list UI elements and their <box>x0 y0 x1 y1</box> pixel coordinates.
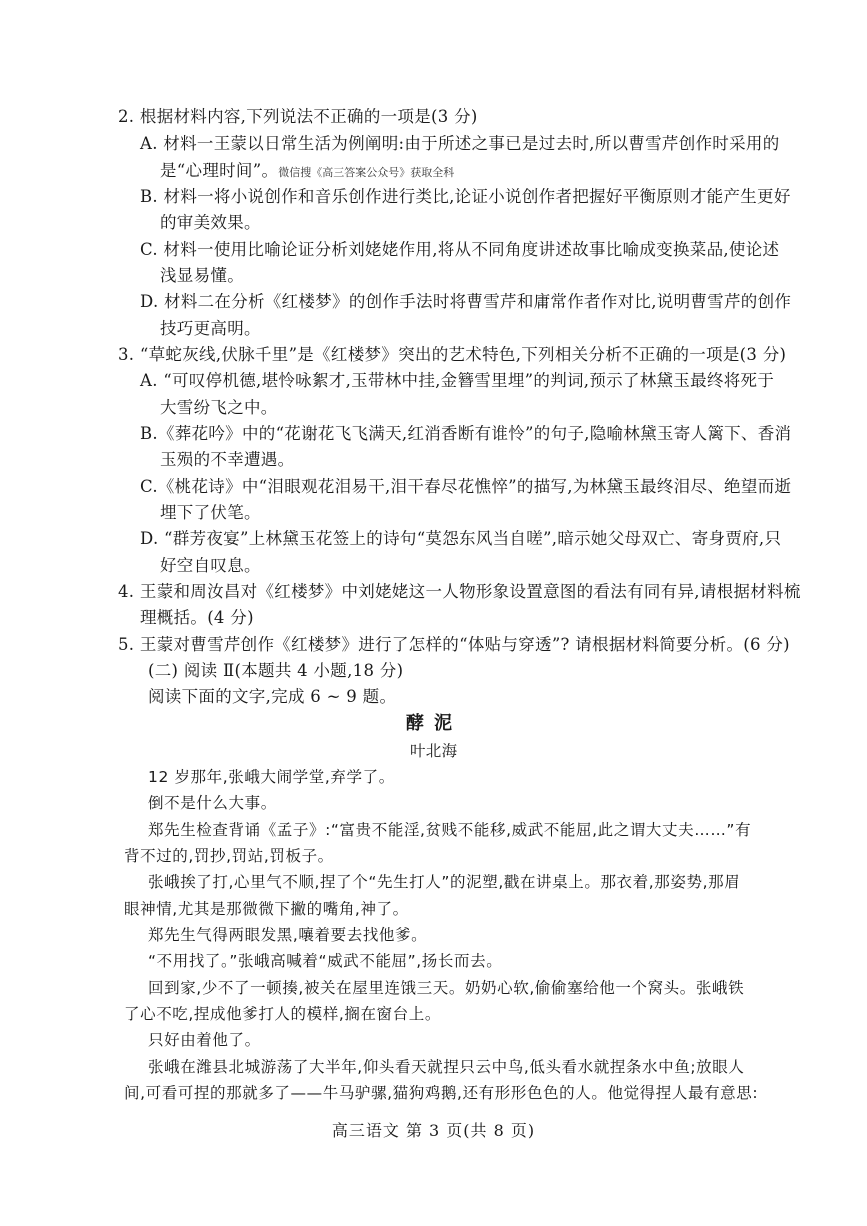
story-paragraph-9: 张峨在潍县北城游荡了大半年,仰头看天就捏只云中鸟,低头看水就捏条水中鱼;放眼人 <box>148 1058 745 1076</box>
story-paragraph-7: 回到家,少不了一顿揍,被关在屋里连饿三天。奶奶心软,偷偷塞给他一个窝头。张峨铁 <box>148 979 745 997</box>
question-3-stem: 3. “草蛇灰线,伏脉千里”是《红楼梦》突出的艺术特色,下列相关分析不正确的一项是(3 分) <box>118 345 787 364</box>
question-2-option-c-continued: 浅显易懂。 <box>160 266 244 285</box>
question-3-option-a: A. “可叹停机德,堪怜咏絮才,玉带林中挂,金簪雪里埋”的判词,预示了林黛玉最终将死于 <box>140 371 775 390</box>
question-2-option-c: C. 材料一使用比喻论证分析刘姥姥作用,将从不同角度讲述故事比喻成变换菜品,使论述 <box>140 240 780 259</box>
question-3-option-d: D. “群芳夜宴”上林黛玉花签上的诗句“莫怨东风当自嗟”,暗示她父母双亡、寄身贾府,只 <box>140 529 782 548</box>
question-3-option-c: C.《桃花诗》中“泪眼观花泪易干,泪干春尽花憔悴”的描写,为林黛玉最终泪尽、绝望而逝 <box>140 477 792 496</box>
story-title: 酵泥 <box>406 713 462 734</box>
story-paragraph-9-continued: 间,可看可捏的那就多了——牛马驴骡,猫狗鸡鹅,还有形形色色的人。他觉得捏人最有意思: <box>124 1084 759 1102</box>
story-paragraph-2: 倒不是什么大事。 <box>148 794 277 812</box>
question-2-option-a: A. 材料一王蒙以日常生活为例阐明:由于所述之事已是过去时,所以曹雪芹创作时采用的 <box>140 134 780 153</box>
question-5-stem: 5. 王蒙对曹雪芹创作《红楼梦》进行了怎样的“体贴与穿透”? 请根据材料简要分析。(6 分) <box>118 635 790 654</box>
watermark-text: 微信搜《高三答案公众号》获取全科 <box>278 166 455 179</box>
story-paragraph-1: 12 岁那年,张峨大闹学堂,弃学了。 <box>148 768 395 786</box>
question-2-stem: 2. 根据材料内容,下列说法不正确的一项是(3 分) <box>118 107 478 126</box>
question-3-option-d-continued: 好空自叹息。 <box>160 556 261 575</box>
question-4-stem-continued: 理概括。(4 分) <box>140 608 254 627</box>
question-2-option-b-continued: 的审美效果。 <box>160 213 261 232</box>
story-paragraph-5: 郑先生气得两眼发黑,嚷着要去找他爹。 <box>148 926 428 944</box>
story-paragraph-6: “不用找了。”张峨高喊着“威武不能屈”,扬长而去。 <box>148 952 503 970</box>
question-3-option-b-continued: 玉殒的不幸遭遇。 <box>160 450 295 469</box>
question-4-stem: 4. 王蒙和周汝昌对《红楼梦》中刘姥姥这一人物形象设置意图的看法有同有异,请根据材料梳 <box>118 582 801 601</box>
question-3-option-a-continued: 大雪纷飞之中。 <box>160 398 278 417</box>
question-2-option-d: D. 材料二在分析《红楼梦》的创作手法时将曹雪芹和庸常作者作对比,说明曹雪芹的创作 <box>140 292 792 311</box>
story-author: 叶北海 <box>410 742 458 760</box>
story-paragraph-3: 郑先生检查背诵《孟子》:“富贵不能淫,贫贱不能移,威武不能屈,此之谓大丈夫……”有 <box>148 821 752 839</box>
story-paragraph-4: 张峨挨了打,心里气不顺,捏了个“先生打人”的泥塑,戳在讲桌上。那衣着,那姿势,那眉 <box>148 873 741 891</box>
story-paragraph-7-continued: 了心不吃,捏成他爹打人的模样,搁在窗台上。 <box>124 1005 441 1023</box>
section-heading: (二) 阅读 Ⅱ(本题共 4 小题,18 分) <box>148 661 404 680</box>
section-instruction: 阅读下面的文字,完成 6 ~ 9 题。 <box>148 687 397 706</box>
story-paragraph-3-continued: 背不过的,罚抄,罚站,罚板子。 <box>124 847 334 865</box>
story-paragraph-8: 只好由着他了。 <box>148 1031 261 1049</box>
story-paragraph-4-continued: 眼神情,尤其是那微微下撇的嘴角,神了。 <box>124 900 409 918</box>
question-3-option-c-continued: 埋下了伏笔。 <box>160 503 261 522</box>
question-2-option-a-continued <box>160 160 454 184</box>
option-a-text: 是“心理时间”。 <box>160 161 279 180</box>
question-2-option-d-continued: 技巧更高明。 <box>160 319 261 338</box>
page-footer: 高三语文 第 3 页(共 8 页) <box>331 1121 536 1140</box>
question-2-option-b: B. 材料一将小说创作和音乐创作进行类比,论证小说创作者把握好平衡原则才能产生更好 <box>140 187 791 206</box>
question-3-option-b: B.《葬花吟》中的“花谢花飞飞满天,红消香断有谁怜”的句子,隐喻林黛玉寄人篱下、香消 <box>140 424 792 443</box>
